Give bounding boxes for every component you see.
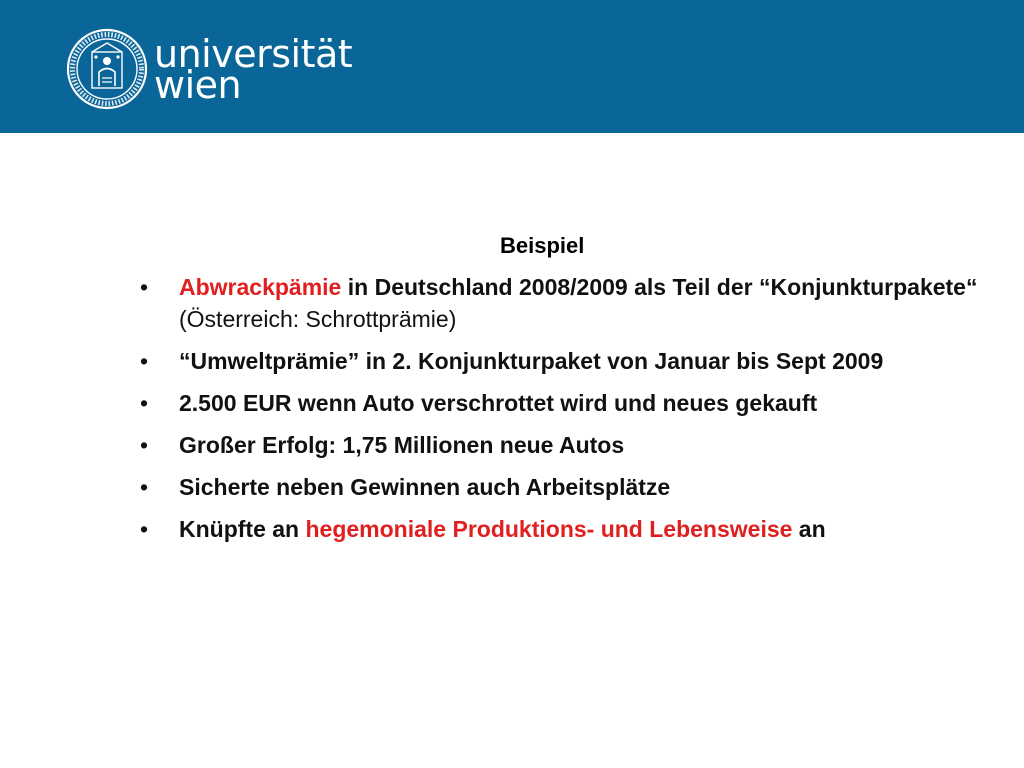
bullet-text: 2.500 EUR wenn Auto verschrottet wird und neues gekauft <box>179 390 818 416</box>
bullet-dot-icon: • <box>140 274 149 300</box>
slide-heading: Beispiel <box>500 233 585 258</box>
bullet-item <box>140 387 980 419</box>
bullet-text: Sicherte neben Gewinnen auch Arbeitsplätze <box>179 474 671 500</box>
bullet-dot-icon: • <box>140 348 149 374</box>
bullet-list <box>140 271 980 555</box>
bullet-item <box>140 429 980 461</box>
wordmark-line-1: universität <box>154 32 353 76</box>
highlight-text: hegemoniale Produktions- und Lebensweise <box>305 516 793 542</box>
bullet-dot-icon: • <box>140 474 149 500</box>
bullet-text: in Deutschland 2008/2009 als Teil der “Konjunkturpakete“ <box>341 274 978 300</box>
bullet-note: (Österreich: Schrottprämie) <box>179 306 457 332</box>
bullet-dot-icon: • <box>140 516 149 542</box>
bullet-item <box>140 345 980 377</box>
bullet-item <box>140 513 980 545</box>
bullet-suffix: an <box>792 516 826 542</box>
bullet-dot-icon: • <box>140 390 149 416</box>
highlight-text: Abwrackpämie <box>179 274 342 300</box>
wordmark-line-2: wien <box>154 63 242 107</box>
bullet-item <box>140 271 980 335</box>
bullet-text: Großer Erfolg: 1,75 Millionen neue Autos <box>179 432 625 458</box>
bullet-prefix: Knüpfte an <box>179 516 306 542</box>
bullet-dot-icon: • <box>140 432 149 458</box>
bullet-text: “Umweltprämie” in 2. Konjunkturpaket von Januar bis Sept 2009 <box>179 348 884 374</box>
bullet-item <box>140 471 980 503</box>
